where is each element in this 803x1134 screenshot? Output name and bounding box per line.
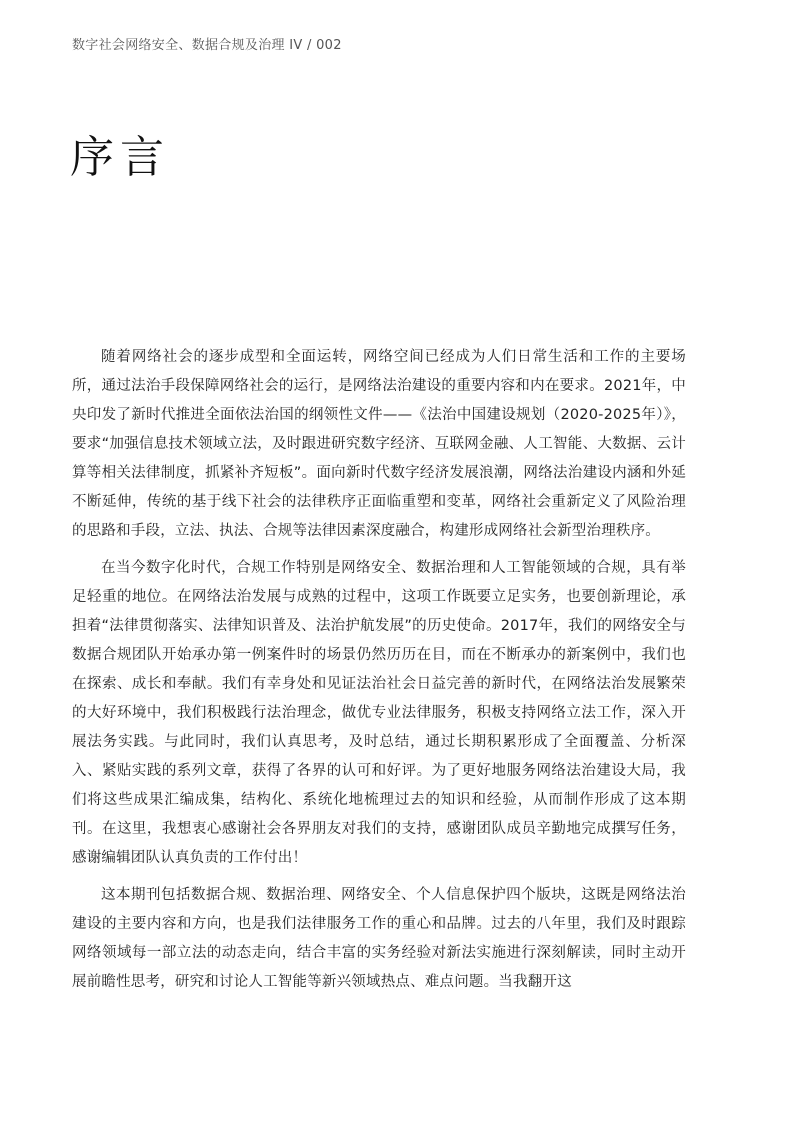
paragraph-2: 在当今数字化时代，合规工作特别是网络安全、数据治理和人工智能领域的合规，具有举足轻重的地位。在网络法治发展与成熟的过程中，这项工作既要立足实务，也要创新理论，承担着“法律贯彻落实、法律知识普及、法治护航发展”的历史使命。2017年，我们的网络安全与数据合规团队开始承办第一例案件时的场景仍然历历在目，而在不断承办的新案例中，我们也在探索、成长和奉献。我们有幸身处和见证法治社会日益完善的新时代，在网络法治发展繁荣的大好环境中，我们积极践行法治理念，做优专业法律服务，积极支持网络立法工作，深入开展法务实践。与此同时，我们认真思考，及时总结，通过长期积累形成了全面覆盖、分析深入、紧贴实践的系列文章，获得了各界的认可和好评。为了更好地服务网络法治建设大局，我们将这些成果汇编成集，结构化、系统化地梳理过去的知识和经验，从而制作形成了这本期刊。在这里，我想衷心感谢社会各界朋友对我们的支持，感谢团队成员辛勤地完成撰写任务，感谢编辑团队认真负责的工作付出！ — [72, 560, 686, 866]
body-text — [72, 343, 686, 997]
running-header: 数字社会网络安全、数据合规及治理 IV / 002 — [72, 38, 342, 53]
paragraph-1: 随着网络社会的逐步成型和全面运转，网络空间已经成为人们日常生活和工作的主要场所，通过法治手段保障网络社会的运行，是网络法治建设的重要内容和内在要求。2021年，中央印发了新时代推进全面依法治国的纲领性文件——《法治中国建设规划（2020-2025年）》，要求“加强信息技术领域立法，及时跟进研究数字经济、互联网金融、人工智能、大数据、云计算等相关法律制度，抓紧补齐短板”。面向新时代数字经济发展浪潮，网络法治建设内涵和外延不断延伸，传统的基于线下社会的法律秩序正面临重塑和变革，网络社会重新定义了风险治理的思路和手段，立法、执法、合规等法律因素深度融合，构建形成网络社会新型治理秩序。 — [72, 349, 686, 539]
chapter-title: 序言 — [70, 132, 170, 183]
paragraph-3: 这本期刊包括数据合规、数据治理、网络安全、个人信息保护四个版块，这既是网络法治建设的主要内容和方向，也是我们法律服务工作的重心和品牌。过去的八年里，我们及时跟踪网络领域每一部立法的动态走向，结合丰富的实务经验对新法实施进行深刻解读，同时主动开展前瞻性思考，研究和讨论人工智能等新兴领域热点、难点问题。当我翻开这 — [72, 887, 686, 990]
